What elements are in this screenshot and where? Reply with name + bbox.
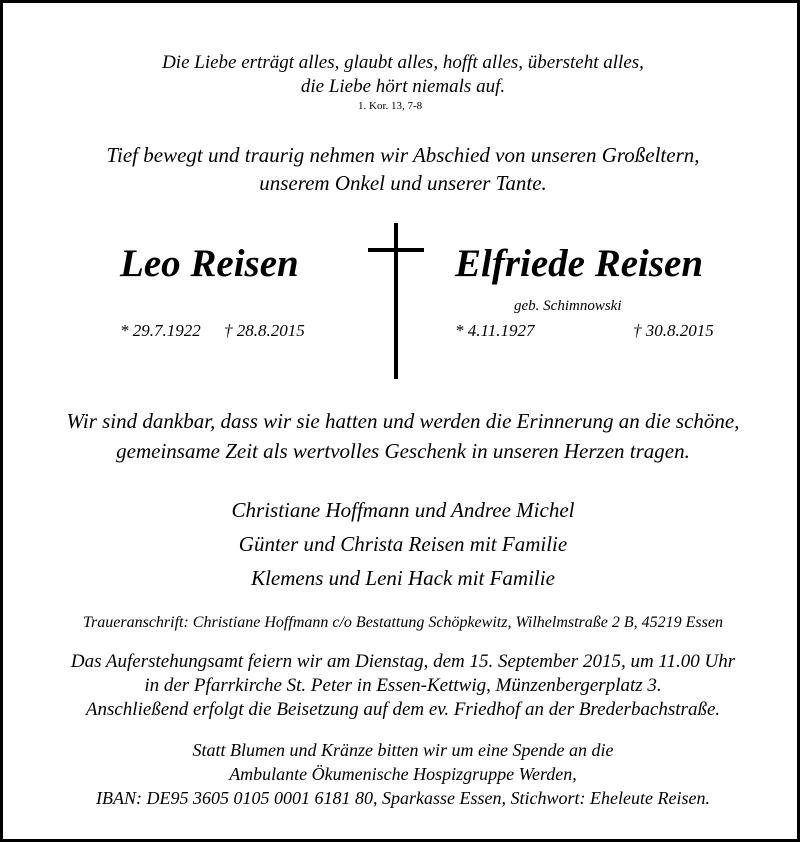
mourning-address: Traueranschrift: Christiane Hoffmann c/o Bestattung Schöpkewitz, Wilhelmstraße 2 B, 45219 Essen [83, 614, 723, 631]
family-member-line: Klemens und Leni Hack mit Familie [251, 566, 555, 590]
family-member-line: Günter und Christa Reisen mit Familie [238, 532, 568, 556]
latin-cross-icon [394, 223, 398, 379]
donation-line-3: IBAN: DE95 3605 0105 0001 6181 80, Sparkasse Essen, Stichwort: Eheleute Reisen. [96, 788, 710, 808]
deceased-maiden-name-elfriede: geb. Schimnowski [514, 298, 622, 314]
family-member-line: Christiane Hoffmann und Andree Michel [231, 498, 575, 522]
deceased-died-elfriede: † 30.8.2015 [633, 321, 714, 340]
service-line-1: Das Auferstehungsamt feiern wir am Dienstag, dem 15. September 2015, um 11.00 Uhr [70, 651, 736, 672]
thanks-line-1: Wir sind dankbar, dass wir sie hatten und werden die Erinnerung an die schöne, [66, 409, 740, 433]
intro-line-2: unserem Onkel und unserer Tante. [259, 171, 547, 195]
service-line-3: Anschließend erfolgt die Beisetzung auf dem ev. Friedhof an der Brederbachstraße. [85, 699, 721, 720]
donation-line-2: Ambulante Ökumenische Hospizgruppe Werden, [229, 764, 577, 784]
bible-verse-line-2: die Liebe hört niemals auf. [300, 76, 506, 97]
donation-line-1: Statt Blumen und Kränze bitten wir um eine Spende an die [192, 740, 614, 760]
thanks-line-2: gemeinsame Zeit als wertvolles Geschenk in unseren Herzen tragen. [116, 439, 690, 463]
service-line-2: in der Pfarrkirche St. Peter in Essen-Kettwig, Münzenbergerplatz 3. [144, 675, 662, 696]
deceased-name-leo: Leo Reisen [120, 242, 299, 285]
deceased-born-leo: * 29.7.1922 [120, 321, 201, 340]
intro-line-1: Tief bewegt und traurig nehmen wir Abschied von unseren Großeltern, [106, 143, 700, 167]
deceased-born-elfriede: * 4.11.1927 [455, 321, 535, 340]
bible-verse-reference: 1. Kor. 13, 7-8 [358, 100, 423, 112]
deceased-died-leo: † 28.8.2015 [224, 321, 305, 340]
latin-cross-bar [368, 248, 424, 252]
bible-verse-line-1: Die Liebe erträgt alles, glaubt alles, hofft alles, übersteht alles, [162, 52, 644, 73]
deceased-name-elfriede: Elfriede Reisen [455, 242, 704, 285]
